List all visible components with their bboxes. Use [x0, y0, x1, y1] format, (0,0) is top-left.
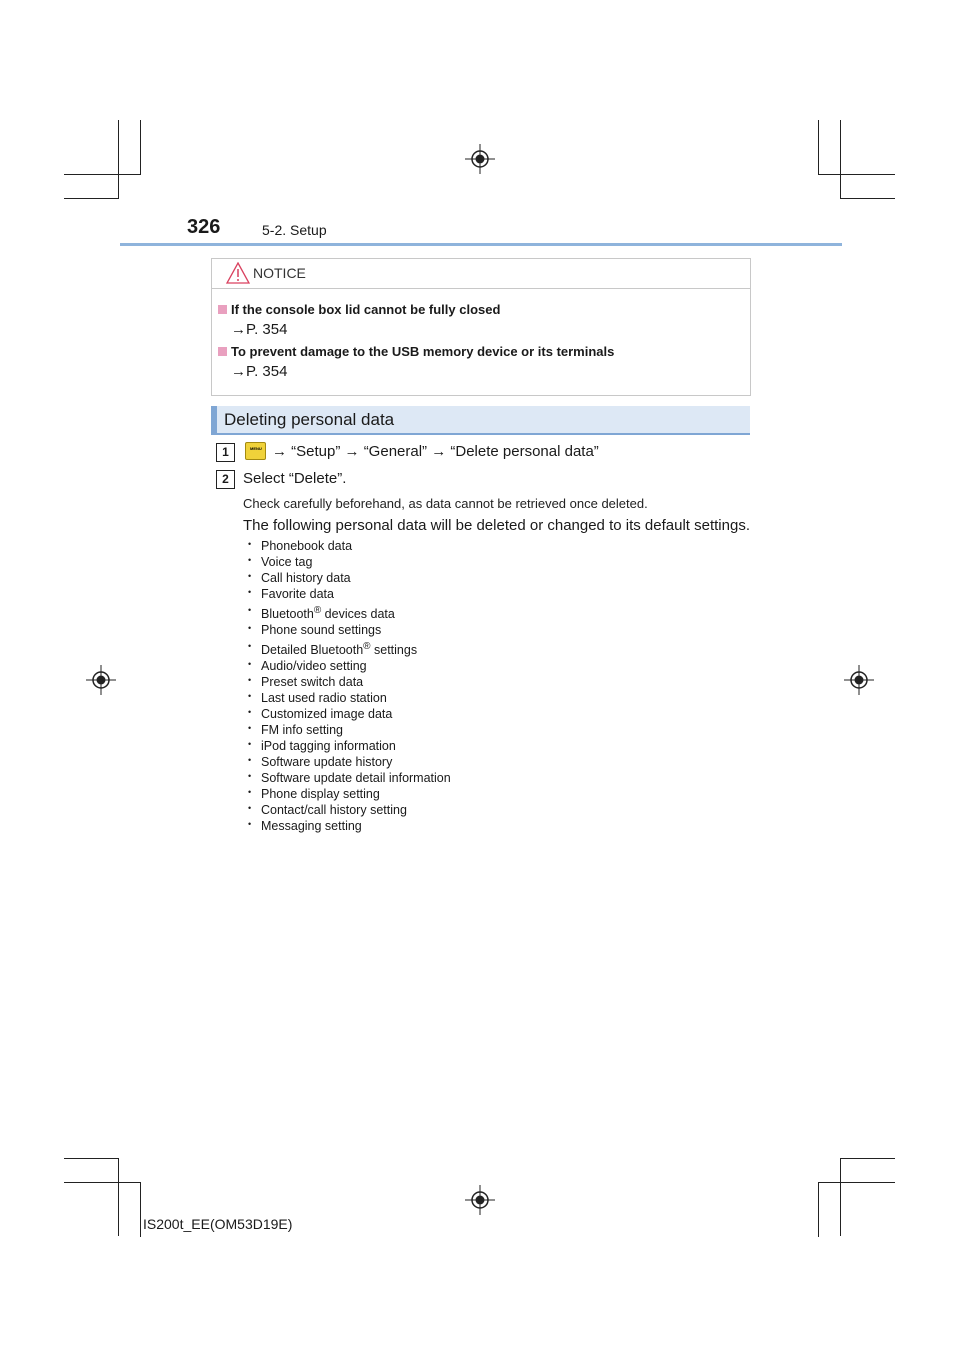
notice-title: NOTICE [253, 265, 306, 281]
deletion-description: The following personal data will be deleted or changed to its default settings. [243, 517, 750, 534]
notice-header [212, 259, 750, 289]
warning-triangle-icon [226, 262, 250, 284]
list-item: • Favorite data [248, 587, 451, 605]
menu-button-icon: MENU [245, 442, 266, 460]
square-bullet-icon [218, 347, 227, 356]
section-title: Deleting personal data [224, 410, 395, 429]
list-item: • Phone display setting [248, 787, 451, 803]
registration-mark-icon [465, 1185, 495, 1215]
header-rule [120, 243, 842, 246]
list-item: • Preset switch data [248, 675, 451, 691]
step-text: Select “Delete”. [243, 470, 347, 487]
list-item: • Software update history [248, 755, 451, 771]
list-item: • Voice tag [248, 555, 451, 571]
list-item: • iPod tagging information [248, 739, 451, 755]
caution-note: Check carefully beforehand, as data cannot be retrieved once deleted. [243, 496, 648, 511]
list-item: • Last used radio station [248, 691, 451, 707]
notice-box [211, 258, 751, 396]
list-item: • Phonebook data [248, 539, 451, 555]
list-item: • Contact/call history setting [248, 803, 451, 819]
list-item: • Messaging setting [248, 819, 451, 835]
section-title-underline [211, 433, 750, 435]
registration-mark-icon [465, 144, 495, 174]
notice-page-reference[interactable]: →P. 354 [231, 321, 288, 338]
registration-mark-icon [86, 665, 116, 695]
list-item: • FM info setting [248, 723, 451, 739]
step-text: → “Setup” → “General” → “Delete personal data” [272, 443, 599, 460]
notice-item-heading: If the console box lid cannot be fully closed [218, 302, 500, 317]
list-item: • Bluetooth® devices data [248, 605, 451, 623]
square-bullet-icon [218, 305, 227, 314]
list-item: • Detailed Bluetooth® settings [248, 641, 451, 659]
notice-page-reference[interactable]: →P. 354 [231, 363, 288, 380]
step-number: 1 [216, 443, 235, 462]
step-number: 2 [216, 470, 235, 489]
section-heading: 5-2. Setup [262, 222, 327, 238]
list-item: • Phone sound settings [248, 623, 451, 641]
list-item: • Customized image data [248, 707, 451, 723]
list-item: • Call history data [248, 571, 451, 587]
page-number: 326 [187, 216, 221, 238]
registration-mark-icon [844, 665, 874, 695]
manual-code: IS200t_EE(OM53D19E) [143, 1216, 293, 1232]
list-item: • Audio/video setting [248, 659, 451, 675]
list-item: • Software update detail information [248, 771, 451, 787]
notice-item-heading: To prevent damage to the USB memory device or its terminals [218, 344, 614, 359]
personal-data-list [248, 539, 451, 835]
